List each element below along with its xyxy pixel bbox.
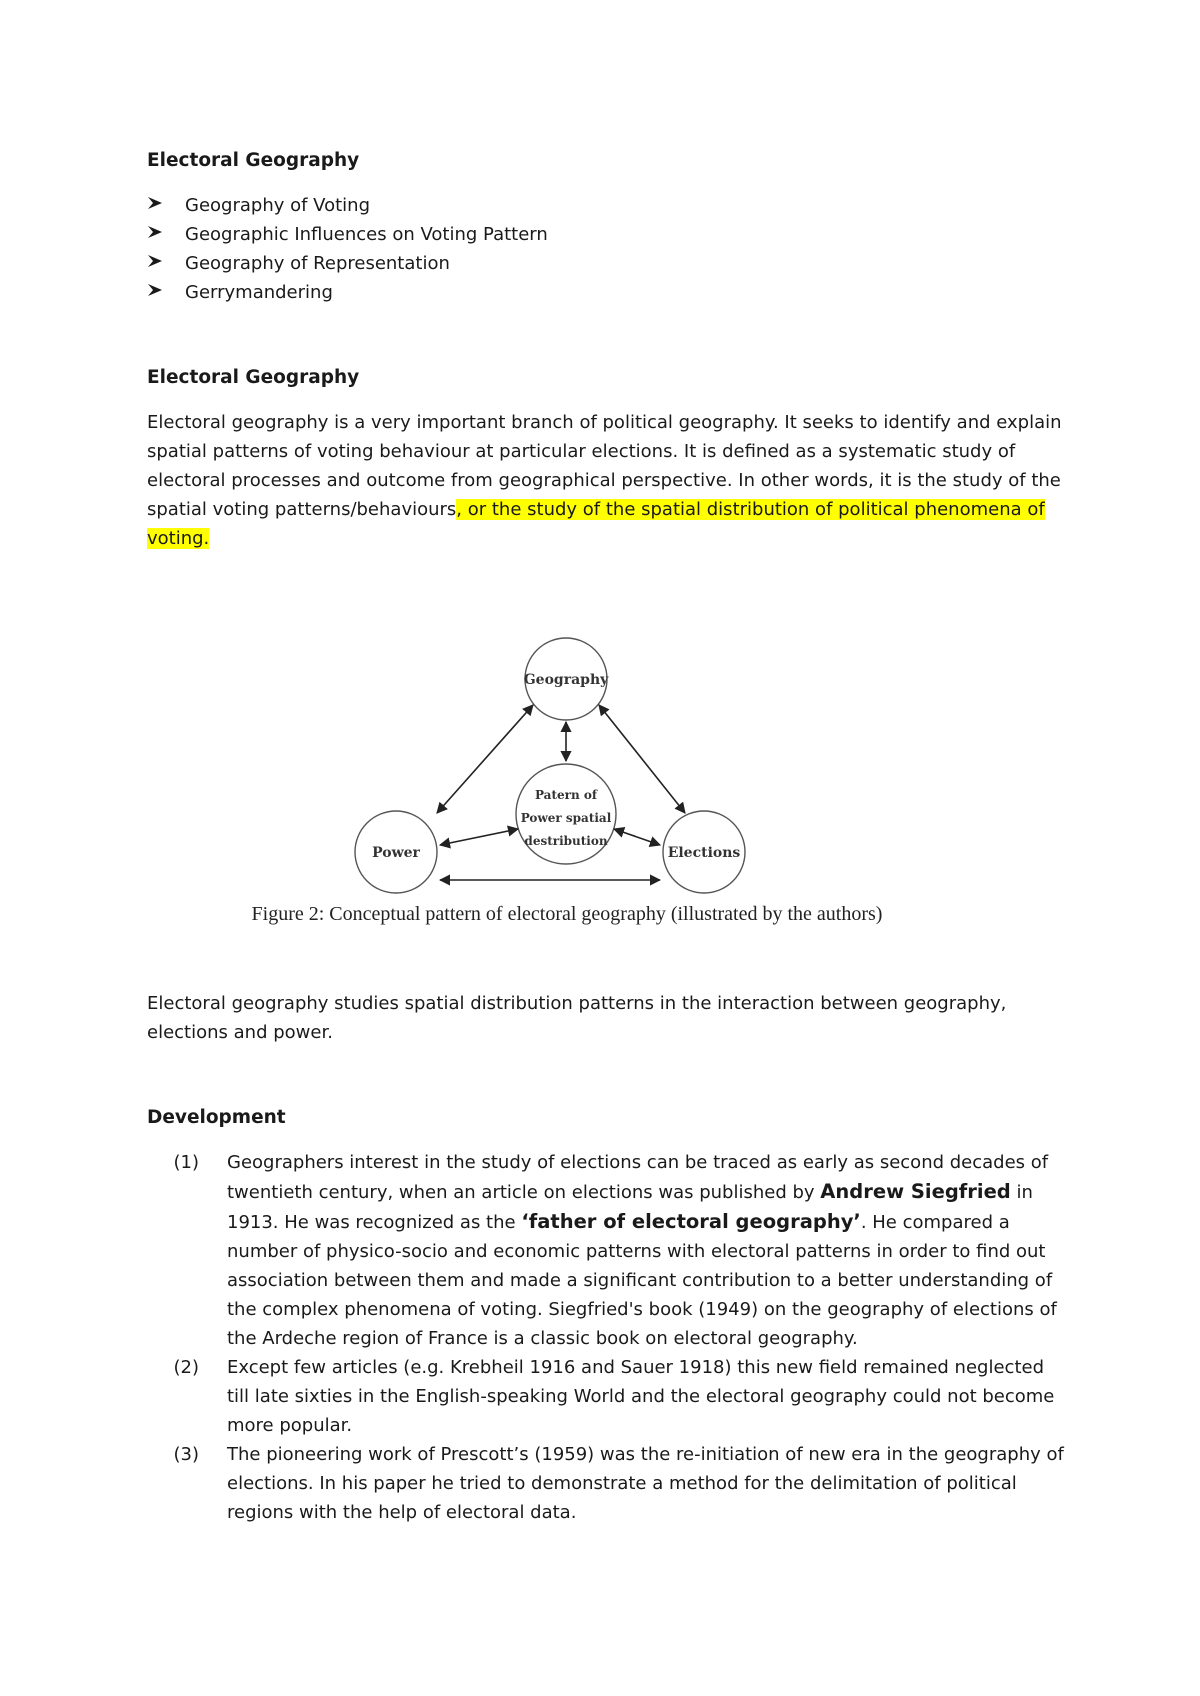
item-text: Except few articles (e.g. Krebheil 1916 and Sauer 1918) this new field remained neglected till late sixties in the English-speaking World and the electoral geography could not become more popular. [227,1357,1055,1436]
topic-label: Geography of Representation [185,253,450,274]
item-text: Geographers interest in the study of elections can be traced as early as second decades of twentieth century, when an article on elections was published by [227,1152,1049,1203]
center-node-label-line2: Power spatial [520,811,612,825]
topic-list-item [185,249,1067,278]
list-number: (3) [173,1444,199,1465]
geography-node-label: Geography [523,672,609,688]
list-number: (2) [173,1357,199,1378]
item-text: The pioneering work of Prescott’s (1959) was the re-initiation of new era in the geography of elections. In his paper he tried to demonstrate a method for the delimitation of political regions with the help of electoral data. [227,1444,1064,1523]
topic-list-item [185,220,1067,249]
development-list [147,1148,1067,1527]
center-node-label-line1: Patern of [534,788,598,802]
section-heading-electoral-geography-2: Electoral Geography [147,367,360,388]
item-text: in 1913. He was recognized as the [227,1182,1033,1233]
conceptual-figure [147,633,1067,963]
item-text: . He compared a number of physico-socio and economic patterns with electoral patterns in order to find out association between them and made a significant contribution to a better understanding of the complex phenomena of voting. Siegfried's book (1949) on the geography of elections of the Ardeche region of France is a classic book on electoral geography. [227,1212,1057,1349]
document-content [147,146,1067,1527]
topic-list-item [185,191,1067,220]
arrow-bullet-icon [147,191,167,220]
emphasis-name: Andrew Siegfried [820,1180,1011,1203]
summary-paragraph: Electoral geography studies spatial distribution patterns in the interaction between geography, elections and power. [147,993,1007,1043]
center-node-label-line3: destribution [524,834,608,848]
topic-label: Geographic Influences on Voting Pattern [185,224,548,245]
development-list-item [173,1440,1067,1527]
list-number: (1) [173,1152,199,1173]
conceptual-diagram [147,633,1067,963]
definition-text: Electoral geography is a very important branch of political geography. It seeks to identify and explain spatial patterns of voting behaviour at particular elections. It is defined as a systematic study of electoral processes and outcome from geographical perspective. In other words, it is the study of the spatial voting patterns/behaviours [147,412,1062,520]
arrow-bullet-icon [147,220,167,249]
arrow-center-power [440,829,518,845]
topic-label: Gerrymandering [185,282,333,303]
section-heading-development: Development [147,1107,286,1128]
highlighted-text: , or the study of the spatial distribution of political phenomena of voting. [147,499,1045,549]
arrow-bullet-icon [147,249,167,278]
section-heading-electoral-geography-1: Electoral Geography [147,150,360,171]
development-list-item [173,1353,1067,1440]
figure-caption: Figure 2: Conceptual pattern of electoral geography (illustrated by the authors) [251,903,883,925]
topic-list-item [185,278,1067,307]
topic-list [147,191,1067,307]
definition-paragraph [147,408,1067,553]
power-node-label: Power [372,845,420,861]
topic-label: Geography of Voting [185,195,370,216]
development-list-item [173,1148,1067,1353]
emphasis-title: ‘father of electoral geography’ [521,1210,861,1233]
elections-node-label: Elections [667,845,741,861]
arrow-center-elections [614,829,660,845]
arrow-bullet-icon [147,278,167,307]
